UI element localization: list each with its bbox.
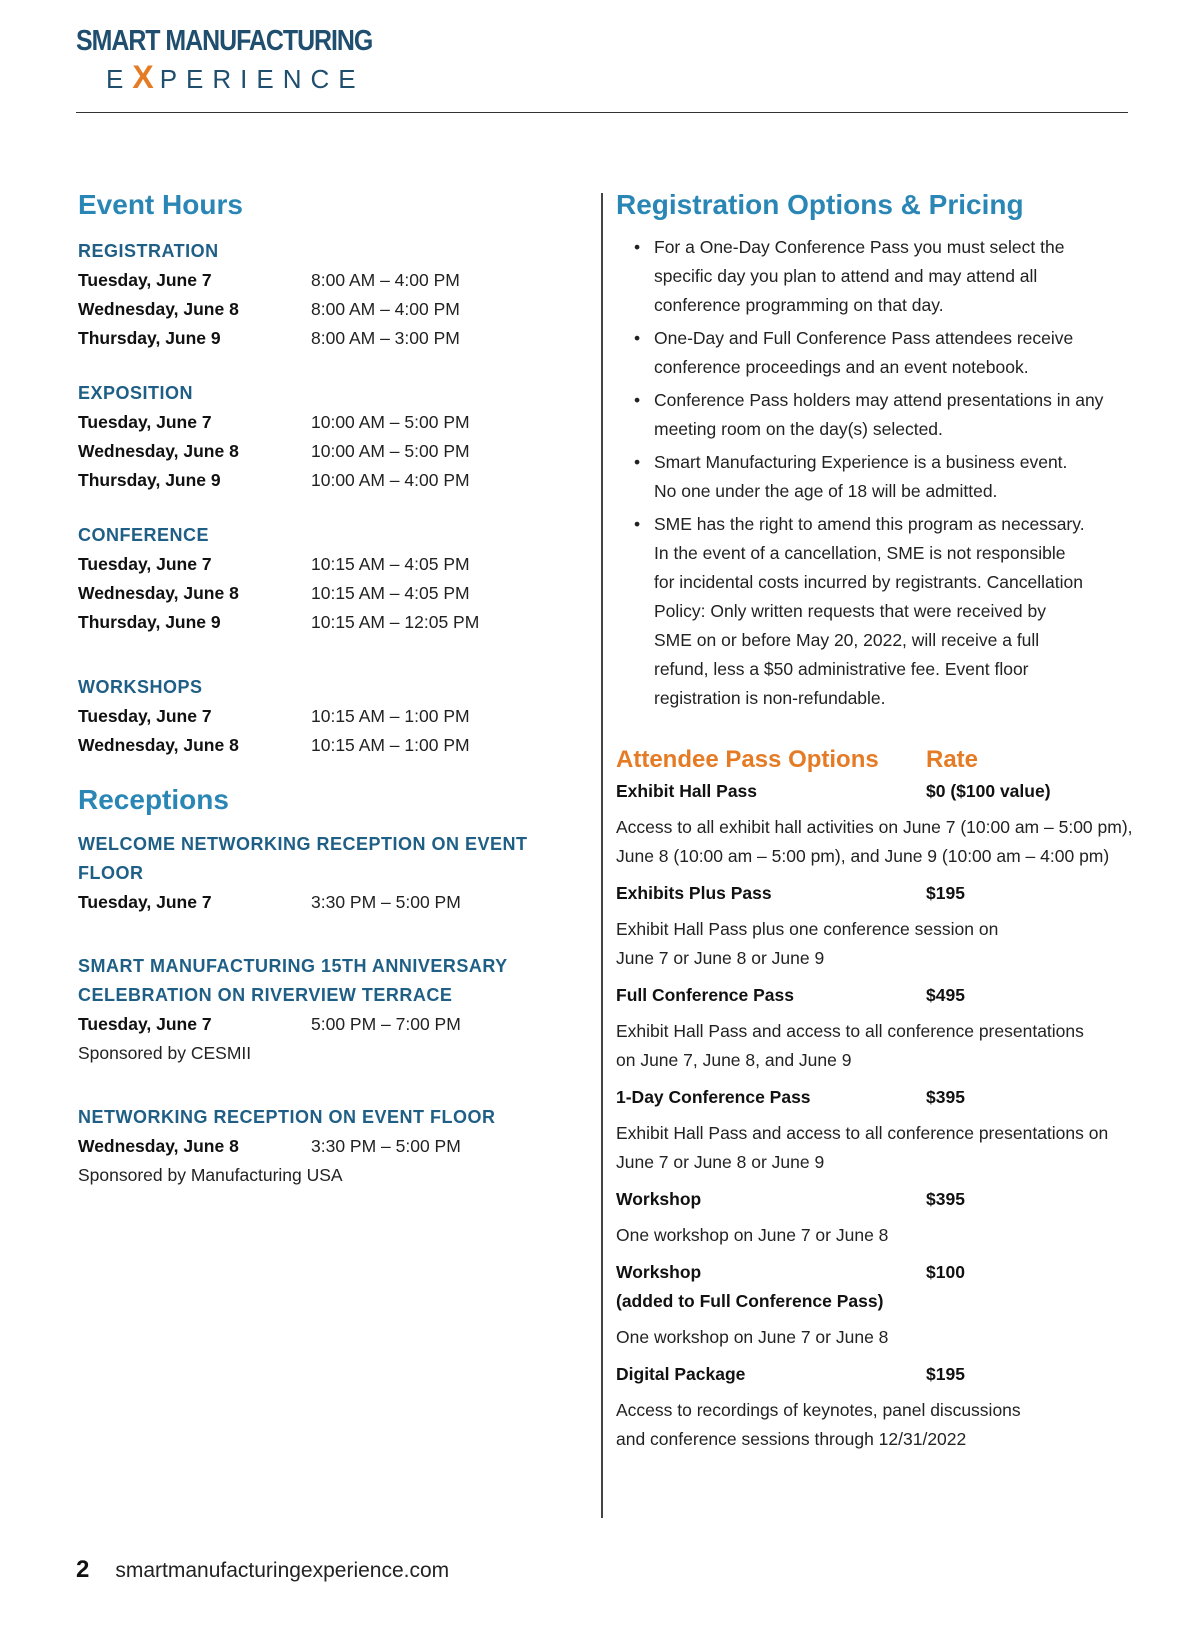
pass-name-line: Workshop (616, 1262, 702, 1282)
pass-description-line: Exhibit Hall Pass and access to all conference presentations on (616, 1123, 1109, 1143)
pass-option-top (616, 1258, 1136, 1316)
hours-row (78, 466, 593, 495)
hours-group-heading: WORKSHOPS (78, 677, 203, 697)
pass-description (616, 1323, 1136, 1352)
reception-item (78, 1103, 593, 1190)
event-hours-list (78, 237, 593, 760)
reception-sponsor: Sponsored by CESMII (78, 1043, 252, 1063)
pass-description-line: and conference sessions through 12/31/2022 (616, 1429, 967, 1449)
hours-day: Wednesday, June 8 (78, 583, 239, 603)
registration-bullet (616, 386, 1136, 444)
pass-option (616, 879, 1136, 973)
bullet-line: Smart Manufacturing Experience is a business event. (654, 452, 1068, 472)
brand-logo (76, 24, 373, 96)
logo-wordmark-top: SMART MANUFACTURING (76, 25, 373, 57)
hours-day: Wednesday, June 8 (78, 735, 239, 755)
pass-option-top (616, 777, 1136, 806)
hours-time: 10:15 AM – 12:05 PM (311, 612, 480, 632)
pass-name-line: (added to Full Conference Pass) (616, 1291, 884, 1311)
pass-description-line: One workshop on June 7 or June 8 (616, 1327, 889, 1347)
bullet-dot: • (634, 452, 641, 472)
reception-item (78, 830, 593, 917)
pass-rate: $495 (926, 985, 965, 1005)
pass-rate: $0 ($100 value) (926, 781, 1051, 801)
hours-time: 10:15 AM – 4:05 PM (311, 554, 470, 574)
hours-time: 8:00 AM – 3:00 PM (311, 328, 460, 348)
reception-row (78, 1010, 593, 1039)
pass-option-top (616, 1083, 1136, 1112)
header-divider (76, 112, 1128, 113)
pass-description (616, 1221, 1136, 1250)
reception-time: 3:30 PM – 5:00 PM (311, 892, 461, 912)
pass-name (616, 1083, 926, 1112)
hours-row (78, 266, 593, 295)
logo-letters-perience: PERIENCE (159, 64, 365, 94)
pass-option (616, 1083, 1136, 1177)
hours-time: 10:15 AM – 4:05 PM (311, 583, 470, 603)
hours-day: Tuesday, June 7 (78, 412, 212, 432)
reception-heading: WELCOME NETWORKING RECEPTION ON EVENT FLOOR (78, 834, 528, 883)
logo-letter-e: E (106, 64, 133, 94)
hours-group (78, 673, 593, 760)
pass-name (616, 777, 926, 806)
pass-name (616, 1185, 926, 1214)
pass-description-line: Exhibit Hall Pass plus one conference session on (616, 919, 999, 939)
pass-option (616, 777, 1136, 871)
logo-x-mark: X (132, 59, 160, 95)
hours-day: Tuesday, June 7 (78, 706, 212, 726)
hours-time: 8:00 AM – 4:00 PM (311, 299, 460, 319)
hours-day: Wednesday, June 8 (78, 299, 239, 319)
hours-time: 10:15 AM – 1:00 PM (311, 735, 470, 755)
reception-heading: SMART MANUFACTURING 15TH ANNIVERSARY (78, 956, 508, 976)
bullet-line: Conference Pass holders may attend presentations in any (654, 390, 1104, 410)
bullet-dot: • (634, 237, 641, 257)
bullet-line: For a One-Day Conference Pass you must select the (654, 237, 1065, 257)
pass-option-top (616, 1185, 1136, 1214)
bullet-line: meeting room on the day(s) selected. (654, 419, 943, 439)
bullet-dot: • (634, 514, 641, 534)
pass-name (616, 879, 926, 908)
pass-name-line: Exhibit Hall Pass (616, 781, 758, 801)
pass-rate: $195 (926, 883, 965, 903)
hours-time: 8:00 AM – 4:00 PM (311, 270, 460, 290)
pass-name-line: Workshop (616, 1189, 702, 1209)
hours-group (78, 237, 593, 353)
hours-group (78, 379, 593, 495)
hours-day: Thursday, June 9 (78, 328, 221, 348)
hours-row (78, 437, 593, 466)
bullet-line: refund, less a $50 administrative fee. Event floor (654, 659, 1029, 679)
pass-name (616, 981, 926, 1010)
pass-name-line: Digital Package (616, 1364, 746, 1384)
pass-option (616, 981, 1136, 1075)
pass-option (616, 1360, 1136, 1454)
pass-description-line: Access to all exhibit hall activities on June 7 (10:00 am – 5:00 pm), (616, 817, 1133, 837)
hours-row (78, 702, 593, 731)
pass-options-list (616, 777, 1136, 1454)
hours-time: 10:00 AM – 5:00 PM (311, 441, 470, 461)
hours-row (78, 295, 593, 324)
receptions-list (78, 830, 593, 1190)
pass-option (616, 1185, 1136, 1250)
bullet-line: registration is non-refundable. (654, 688, 886, 708)
pass-description (616, 915, 1136, 973)
pass-option-top (616, 1360, 1136, 1389)
pass-name (616, 1258, 926, 1316)
registration-bullet (616, 324, 1136, 382)
registration-bullet (616, 233, 1136, 320)
pass-name-line: 1-Day Conference Pass (616, 1087, 811, 1107)
bullet-line: Policy: Only written requests that were received by (654, 601, 1046, 621)
bullet-dot: • (634, 328, 641, 348)
hours-time: 10:00 AM – 4:00 PM (311, 470, 470, 490)
reception-day: Wednesday, June 8 (78, 1136, 239, 1156)
bullet-line: SME on or before May 20, 2022, will receive a full (654, 630, 1040, 650)
pass-option (616, 1258, 1136, 1352)
pass-name (616, 1360, 926, 1389)
page-number: 2 (76, 1556, 90, 1583)
reception-row (78, 888, 593, 917)
pass-description (616, 813, 1136, 871)
pass-rate: $395 (926, 1087, 965, 1107)
pass-description (616, 1119, 1136, 1177)
bullet-line: specific day you plan to attend and may attend all (654, 266, 1038, 286)
pass-option-top (616, 879, 1136, 908)
pass-description-line: on June 7, June 8, and June 9 (616, 1050, 852, 1070)
pass-options-heading: Attendee Pass Options (616, 746, 879, 773)
bullet-line: One-Day and Full Conference Pass attendees receive (654, 328, 1074, 348)
hours-time: 10:15 AM – 1:00 PM (311, 706, 470, 726)
reception-heading: NETWORKING RECEPTION ON EVENT FLOOR (78, 1107, 496, 1127)
reception-day: Tuesday, June 7 (78, 892, 212, 912)
hours-day: Thursday, June 9 (78, 470, 221, 490)
pass-description (616, 1396, 1136, 1454)
right-column (616, 185, 1136, 1462)
hours-group-heading: REGISTRATION (78, 241, 219, 261)
pass-name-line: Exhibits Plus Pass (616, 883, 772, 903)
reception-heading: CELEBRATION ON RIVERVIEW TERRACE (78, 985, 453, 1005)
reception-time: 5:00 PM – 7:00 PM (311, 1014, 461, 1034)
hours-row (78, 550, 593, 579)
hours-row (78, 408, 593, 437)
pass-rate: $100 (926, 1262, 965, 1282)
registration-bullet (616, 510, 1136, 713)
column-divider (601, 193, 603, 1518)
event-hours-title: Event Hours (78, 189, 243, 220)
pass-description-line: June 7 or June 8 or June 9 (616, 948, 825, 968)
registration-bullet-list (616, 233, 1136, 713)
bullet-line: conference proceedings and an event notebook. (654, 357, 1029, 377)
pass-description-line: Access to recordings of keynotes, panel discussions (616, 1400, 1021, 1420)
hours-row (78, 608, 593, 637)
bullet-line: In the event of a cancellation, SME is not responsible (654, 543, 1066, 563)
website-url: smartmanufacturingexperience.com (115, 1559, 450, 1582)
hours-group-heading: EXPOSITION (78, 383, 194, 403)
left-column (78, 185, 593, 1190)
logo-wordmark-bottom (106, 59, 365, 96)
registration-bullet (616, 448, 1136, 506)
rate-heading: Rate (926, 746, 979, 773)
bullet-dot: • (634, 390, 641, 410)
hours-day: Tuesday, June 7 (78, 270, 212, 290)
reception-day: Tuesday, June 7 (78, 1014, 212, 1034)
bullet-line: No one under the age of 18 will be admitted. (654, 481, 998, 501)
hours-group-heading: CONFERENCE (78, 525, 210, 545)
bullet-line: conference programming on that day. (654, 295, 944, 315)
reception-row (78, 1132, 593, 1161)
hours-time: 10:00 AM – 5:00 PM (311, 412, 470, 432)
pass-name-line: Full Conference Pass (616, 985, 794, 1005)
pass-table-header (616, 743, 1136, 777)
hours-day: Wednesday, June 8 (78, 441, 239, 461)
hours-row (78, 579, 593, 608)
hours-day: Tuesday, June 7 (78, 554, 212, 574)
pass-description-line: June 7 or June 8 or June 9 (616, 1152, 825, 1172)
hours-day: Thursday, June 9 (78, 612, 221, 632)
pass-description (616, 1017, 1136, 1075)
hours-row (78, 731, 593, 760)
pass-description-line: One workshop on June 7 or June 8 (616, 1225, 889, 1245)
pass-rate: $395 (926, 1189, 965, 1209)
bullet-line: for incidental costs incurred by registrants. Cancellation (654, 572, 1083, 592)
pass-rate: $195 (926, 1364, 965, 1384)
reception-time: 3:30 PM – 5:00 PM (311, 1136, 461, 1156)
bullet-line: SME has the right to amend this program as necessary. (654, 514, 1085, 534)
pass-option-top (616, 981, 1136, 1010)
receptions-title: Receptions (78, 784, 229, 815)
pass-description-line: June 8 (10:00 am – 5:00 pm), and June 9 (10:00 am – 4:00 pm) (616, 846, 1110, 866)
hours-group (78, 521, 593, 637)
hours-row (78, 324, 593, 353)
pass-description-line: Exhibit Hall Pass and access to all conference presentations (616, 1021, 1084, 1041)
reception-item (78, 952, 593, 1068)
registration-title: Registration Options & Pricing (616, 189, 1024, 220)
page-footer (76, 1556, 449, 1584)
reception-sponsor: Sponsored by Manufacturing USA (78, 1165, 343, 1185)
